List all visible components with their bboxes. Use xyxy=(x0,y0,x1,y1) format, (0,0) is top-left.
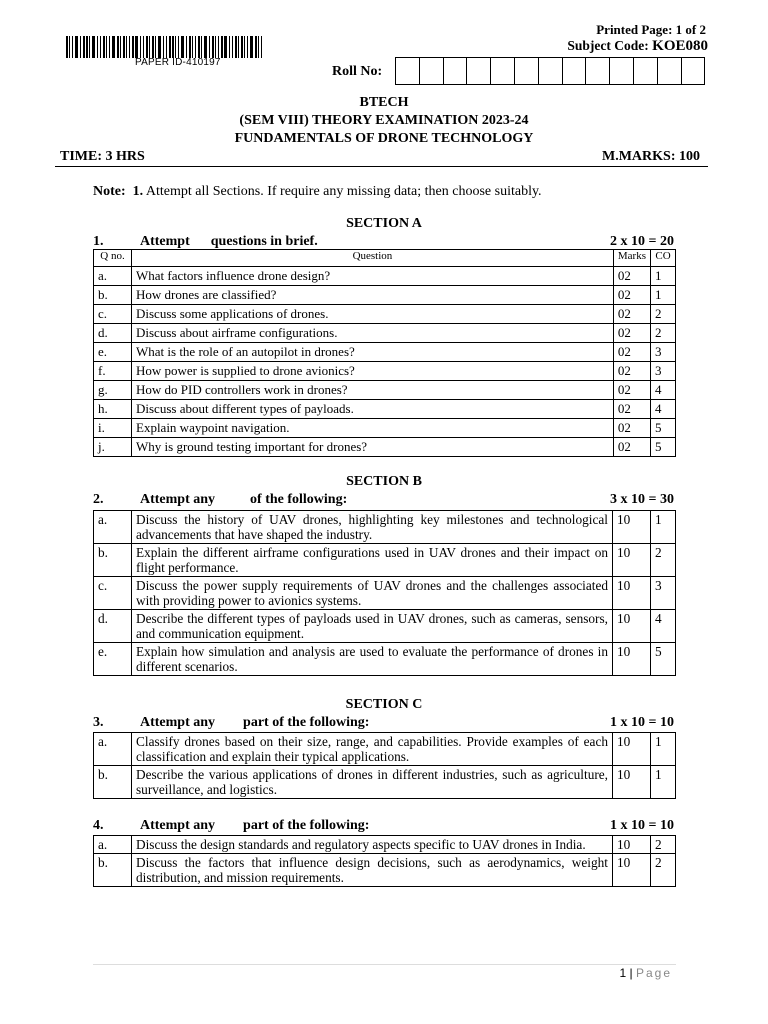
q1-instruction: Attempt questions in brief. xyxy=(140,234,318,249)
question-co: 2 xyxy=(651,836,676,854)
q3-instruction: Attempt any part of the following: xyxy=(140,715,370,730)
question-marks: 10 xyxy=(613,836,651,854)
q4-instruction: Attempt any part of the following: xyxy=(140,818,370,833)
q4-table xyxy=(93,835,676,887)
question-text: Discuss the history of UAV drones, highlighting key milestones and technological advancements that have shaped the industry. xyxy=(132,511,613,544)
question-co: 4 xyxy=(651,610,676,643)
col-qno: Q no. xyxy=(94,250,132,267)
question-marks: 02 xyxy=(613,286,650,305)
question-number: c. xyxy=(94,577,132,610)
question-number: a. xyxy=(94,733,132,766)
question-text: Discuss the design standards and regulatory aspects specific to UAV drones in India. xyxy=(132,836,613,854)
note-text: Attempt all Sections. If require any missing data; then choose suitably. xyxy=(145,184,542,199)
section-a-table xyxy=(93,249,676,457)
course-title: BTECH xyxy=(359,95,409,110)
question-text: Why is ground testing important for drones? xyxy=(132,438,614,457)
table-header xyxy=(94,250,676,267)
question-marks: 02 xyxy=(613,438,650,457)
question-text: Discuss the power supply requirements of UAV drones and the challenges associated with providing power to avionics systems. xyxy=(132,577,613,610)
question-text: How drones are classified? xyxy=(132,286,614,305)
printed-page: Printed Page: 1 of 2 xyxy=(596,22,706,37)
question-marks: 02 xyxy=(613,343,650,362)
question-text: Explain how simulation and analysis are used to evaluate the performance of drones in different scenarios. xyxy=(132,643,613,676)
question-text: Discuss about airframe configurations. xyxy=(132,324,614,343)
page-footer xyxy=(619,966,672,980)
subject-code-value: KOE080 xyxy=(652,38,708,54)
table-row xyxy=(94,854,676,887)
question-number: b. xyxy=(94,766,132,799)
question-co: 2 xyxy=(651,305,676,324)
section-c-title: SECTION C xyxy=(345,697,423,712)
question-co: 2 xyxy=(651,854,676,887)
time-allowed: TIME: 3 HRS xyxy=(60,149,145,164)
table-row xyxy=(94,610,676,643)
q2-instruction: Attempt any of the following: xyxy=(140,492,348,507)
table-row xyxy=(94,438,676,457)
question-number: b. xyxy=(94,544,132,577)
q4-number: 4. xyxy=(93,818,104,833)
question-number: a. xyxy=(94,836,132,854)
question-number: b. xyxy=(94,854,132,887)
q2-number: 2. xyxy=(93,492,104,507)
question-text: Classify drones based on their size, range, and capabilities. Provide examples of each classification and explain their typical applications. xyxy=(132,733,613,766)
question-text: Discuss some applications of drones. xyxy=(132,305,614,324)
note xyxy=(93,184,542,200)
header-divider xyxy=(55,166,708,167)
question-marks: 10 xyxy=(613,643,651,676)
section-a-title: SECTION A xyxy=(346,216,422,231)
q3-marks: 1 x 10 = 10 xyxy=(610,715,674,730)
paper-id: PAPER ID-410197 xyxy=(135,57,221,68)
question-marks: 02 xyxy=(613,267,650,286)
question-number: e. xyxy=(94,643,132,676)
section-b-title: SECTION B xyxy=(346,474,422,489)
question-marks: 10 xyxy=(613,511,651,544)
question-co: 3 xyxy=(651,343,676,362)
question-co: 4 xyxy=(651,381,676,400)
section-b-table xyxy=(93,510,676,676)
question-co: 3 xyxy=(651,577,676,610)
question-number: a. xyxy=(94,511,132,544)
exam-title: (SEM VIII) THEORY EXAMINATION 2023-24 xyxy=(239,113,529,128)
q4-marks: 1 x 10 = 10 xyxy=(610,818,674,833)
col-marks: Marks xyxy=(613,250,650,267)
question-number: a. xyxy=(94,267,132,286)
question-co: 5 xyxy=(651,419,676,438)
table-row xyxy=(94,362,676,381)
table-row xyxy=(94,643,676,676)
question-marks: 02 xyxy=(613,324,650,343)
question-text: Explain waypoint navigation. xyxy=(132,419,614,438)
footer-divider xyxy=(93,964,676,965)
question-text: Describe the different types of payloads used in UAV drones, such as cameras, sensors, and communication equipment. xyxy=(132,610,613,643)
question-number: j. xyxy=(94,438,132,457)
q2-marks: 3 x 10 = 30 xyxy=(610,492,674,507)
question-co: 1 xyxy=(651,733,676,766)
question-text: Describe the various applications of drones in different industries, such as agriculture, surveillance, and logistics. xyxy=(132,766,613,799)
question-co: 1 xyxy=(651,286,676,305)
question-number: i. xyxy=(94,419,132,438)
q3-number: 3. xyxy=(93,715,104,730)
question-number: d. xyxy=(94,324,132,343)
page-word: Page xyxy=(635,966,672,980)
question-co: 5 xyxy=(651,643,676,676)
table-row xyxy=(94,381,676,400)
barcode xyxy=(66,36,294,58)
table-row xyxy=(94,400,676,419)
question-marks: 02 xyxy=(613,305,650,324)
table-row xyxy=(94,343,676,362)
note-number: 1. xyxy=(132,184,144,199)
question-marks: 02 xyxy=(613,362,650,381)
question-co: 1 xyxy=(651,267,676,286)
question-text: How power is supplied to drone avionics? xyxy=(132,362,614,381)
question-co: 1 xyxy=(651,511,676,544)
table-row xyxy=(94,544,676,577)
question-co: 3 xyxy=(651,362,676,381)
page-separator: | xyxy=(629,966,633,980)
max-marks: M.MARKS: 100 xyxy=(602,149,700,164)
page-number: 1 xyxy=(619,966,627,980)
question-co: 5 xyxy=(651,438,676,457)
question-number: d. xyxy=(94,610,132,643)
question-text: Discuss about different types of payloads. xyxy=(132,400,614,419)
table-row xyxy=(94,733,676,766)
question-marks: 02 xyxy=(613,419,650,438)
table-row xyxy=(94,511,676,544)
question-marks: 10 xyxy=(613,577,651,610)
question-co: 2 xyxy=(651,324,676,343)
subject-code xyxy=(567,38,708,55)
question-marks: 10 xyxy=(613,733,651,766)
roll-no-boxes[interactable] xyxy=(395,57,705,85)
note-label: Note: xyxy=(93,184,126,199)
question-marks: 10 xyxy=(613,610,651,643)
table-row xyxy=(94,419,676,438)
question-marks: 02 xyxy=(613,381,650,400)
question-text: How do PID controllers work in drones? xyxy=(132,381,614,400)
table-row xyxy=(94,577,676,610)
table-row xyxy=(94,305,676,324)
question-text: What factors influence drone design? xyxy=(132,267,614,286)
table-row xyxy=(94,324,676,343)
q1-number: 1. xyxy=(93,234,104,249)
question-number: g. xyxy=(94,381,132,400)
q1-marks: 2 x 10 = 20 xyxy=(610,234,674,249)
question-number: e. xyxy=(94,343,132,362)
question-marks: 02 xyxy=(613,400,650,419)
question-number: c. xyxy=(94,305,132,324)
question-number: f. xyxy=(94,362,132,381)
table-row xyxy=(94,286,676,305)
table-row xyxy=(94,836,676,854)
question-text: What is the role of an autopilot in drones? xyxy=(132,343,614,362)
question-co: 2 xyxy=(651,544,676,577)
roll-no-label: Roll No: xyxy=(332,64,383,79)
question-text: Explain the different airframe configurations used in UAV drones and their impact on flight performance. xyxy=(132,544,613,577)
question-text: Discuss the factors that influence design decisions, such as aerodynamics, weight distribution, and mission requirements. xyxy=(132,854,613,887)
question-number: b. xyxy=(94,286,132,305)
table-row xyxy=(94,766,676,799)
col-co: CO xyxy=(651,250,676,267)
question-marks: 10 xyxy=(613,766,651,799)
question-co: 1 xyxy=(651,766,676,799)
question-marks: 10 xyxy=(613,854,651,887)
table-row xyxy=(94,267,676,286)
q3-table xyxy=(93,732,676,799)
subject-code-label: Subject Code: xyxy=(567,38,649,53)
question-co: 4 xyxy=(651,400,676,419)
question-number: h. xyxy=(94,400,132,419)
col-question: Question xyxy=(132,250,614,267)
question-marks: 10 xyxy=(613,544,651,577)
subject-title: FUNDAMENTALS OF DRONE TECHNOLOGY xyxy=(234,131,534,146)
